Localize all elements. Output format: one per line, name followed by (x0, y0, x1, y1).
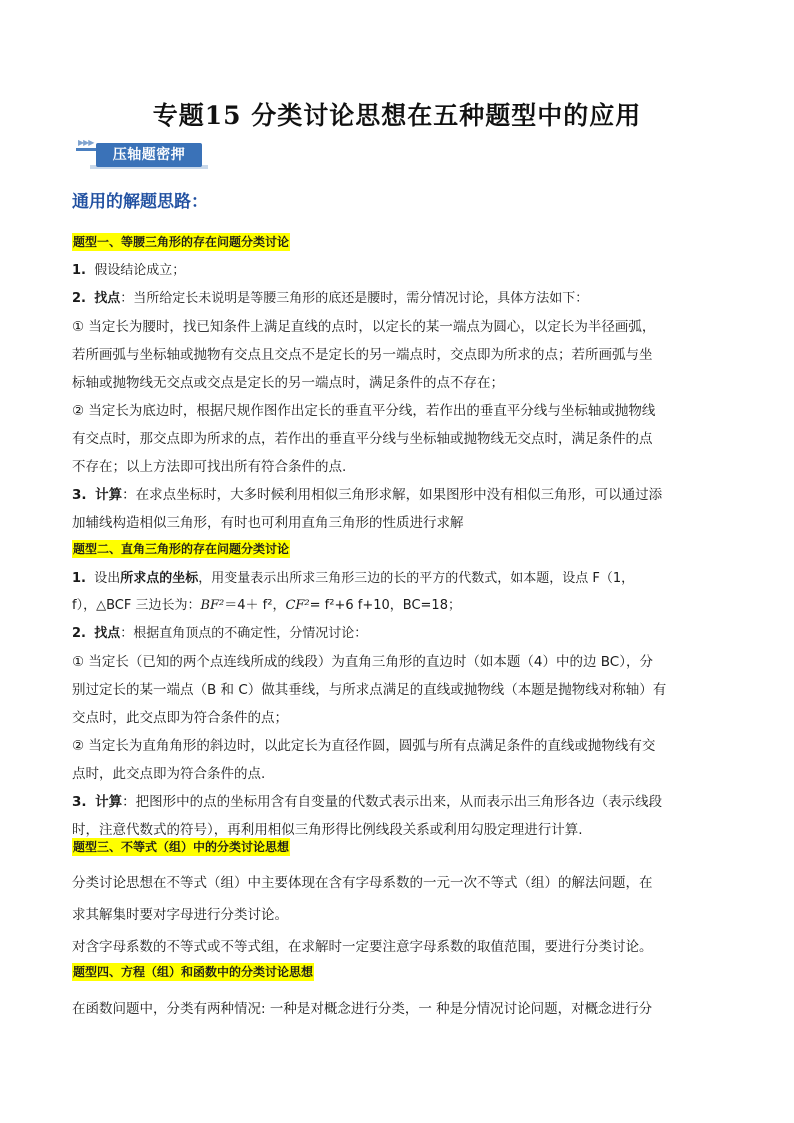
general-heading: 通用的解题思路： (72, 192, 208, 212)
section-4-title: 题型四、方程（组）和函数中的分类讨论思想 (73, 965, 314, 979)
s1-line-2: 2. 找点：当所给定长未说明是等腰三角形的底还是腰时，需分情况讨论，具体方法如下： (72, 291, 589, 306)
s2-line-6: 交点时，此交点即为符合条件的点； (72, 710, 288, 726)
s1-line-8: 不存在；以上方法即可找出所有符合条件的点. (72, 459, 347, 475)
s3-line-1: 分类讨论思想在不等式（组）中主要体现在含有字母系数的一元一次不等式（组）的解法问题，在 (72, 875, 653, 891)
s1-line-9: 3. 计算：在求点坐标时，大多时候利用相似三角形求解，如果图形中没有相似三角形，可以通过添 (72, 487, 663, 503)
section-2-title: 题型二、直角三角形的存在问题分类讨论 (73, 542, 290, 556)
badge-label: 压轴题密押 (96, 143, 202, 167)
arrow-decoration-icon: ▶▶▶ (78, 138, 94, 147)
section-badge (70, 132, 210, 178)
s3-line-2: 求其解集时要对字母进行分类讨论。 (72, 907, 288, 923)
s3-line-3: 对含字母系数的不等式或不等式组，在求解时一定要注意字母系数的取值范围，要进行分类讨论。 (72, 939, 653, 955)
s1-line-5: 标轴或抛物线无交点或交点是定长的另一端点时，满足条件的点不存在； (72, 375, 504, 391)
s4-line-1: 在函数问题中，分类有两种情况: 一种是对概念进行分类，一 种是分情况讨论问题，对概念进行分 (72, 1001, 653, 1017)
s2-line-7: ② 当定长为直角角形的斜边时，以此定长为直径作圆，圆弧与所有点满足条件的直线或抛物线有交 (72, 738, 656, 754)
s2-line-1: 1. 设出所求点的坐标，用变量表示出所求三角形三边的长的平方的代数式，如本题，设点 F（1， (72, 571, 635, 586)
page-title: 专题15 分类讨论思想在五种题型中的应用 (152, 101, 642, 130)
s2-line-5: 别过定长的某一端点（B 和 C）做其垂线，与所求点满足的直线或抛物线（本题是抛物线对称轴）有 (72, 682, 667, 698)
s2-line-3: 2. 找点：根据直角顶点的不确定性，分情况讨论： (72, 626, 368, 641)
s2-line-8: 点时，此交点即为符合条件的点. (72, 766, 266, 782)
section-1-title: 题型一、等腰三角形的存在问题分类讨论 (73, 235, 290, 249)
s2-line-10: 时，注意代数式的符号），再利用相似三角形得比例线段关系或利用勾股定理进行计算. (72, 822, 583, 838)
section-3-title: 题型三、不等式（组）中的分类讨论思想 (73, 840, 290, 854)
s2-line-9: 3. 计算：把图形中的点的坐标用含有自变量的代数式表示出来，从而表示出三角形各边（表示线段 (72, 794, 663, 810)
s1-line-1: 1. 假设结论成立； (72, 263, 186, 278)
s1-line-7: 有交点时，那交点即为所求的点，若作出的垂直平分线与坐标轴或抛物线无交点时，满足条件的点 (72, 431, 653, 447)
s1-line-10: 加辅线构造相似三角形，有时也可利用直角三角形的性质进行求解 (72, 515, 464, 531)
s1-line-4: 若所画弧与坐标轴或抛物有交点且交点不是定长的另一端点时，交点即为所求的点；若所画弧与坐 (72, 347, 653, 363)
s1-line-6: ② 当定长为底边时，根据尺规作图作出定长的垂直平分线，若作出的垂直平分线与坐标轴或抛物线 (72, 403, 656, 419)
s2-line-4: ① 当定长（已知的两个点连线所成的线段）为直角三角形的直边时（如本题（4）中的边 BC），分 (72, 654, 653, 670)
s1-line-3: ① 当定长为腰时，找已知条件上满足直线的点时，以定长的某一端点为圆心，以定长为半径画弧， (72, 319, 656, 335)
s2-line-2: f），△BCF 三边长为：BF²＝4＋ f²，CF²= f²+6 f+10，BC=18； (72, 598, 461, 613)
